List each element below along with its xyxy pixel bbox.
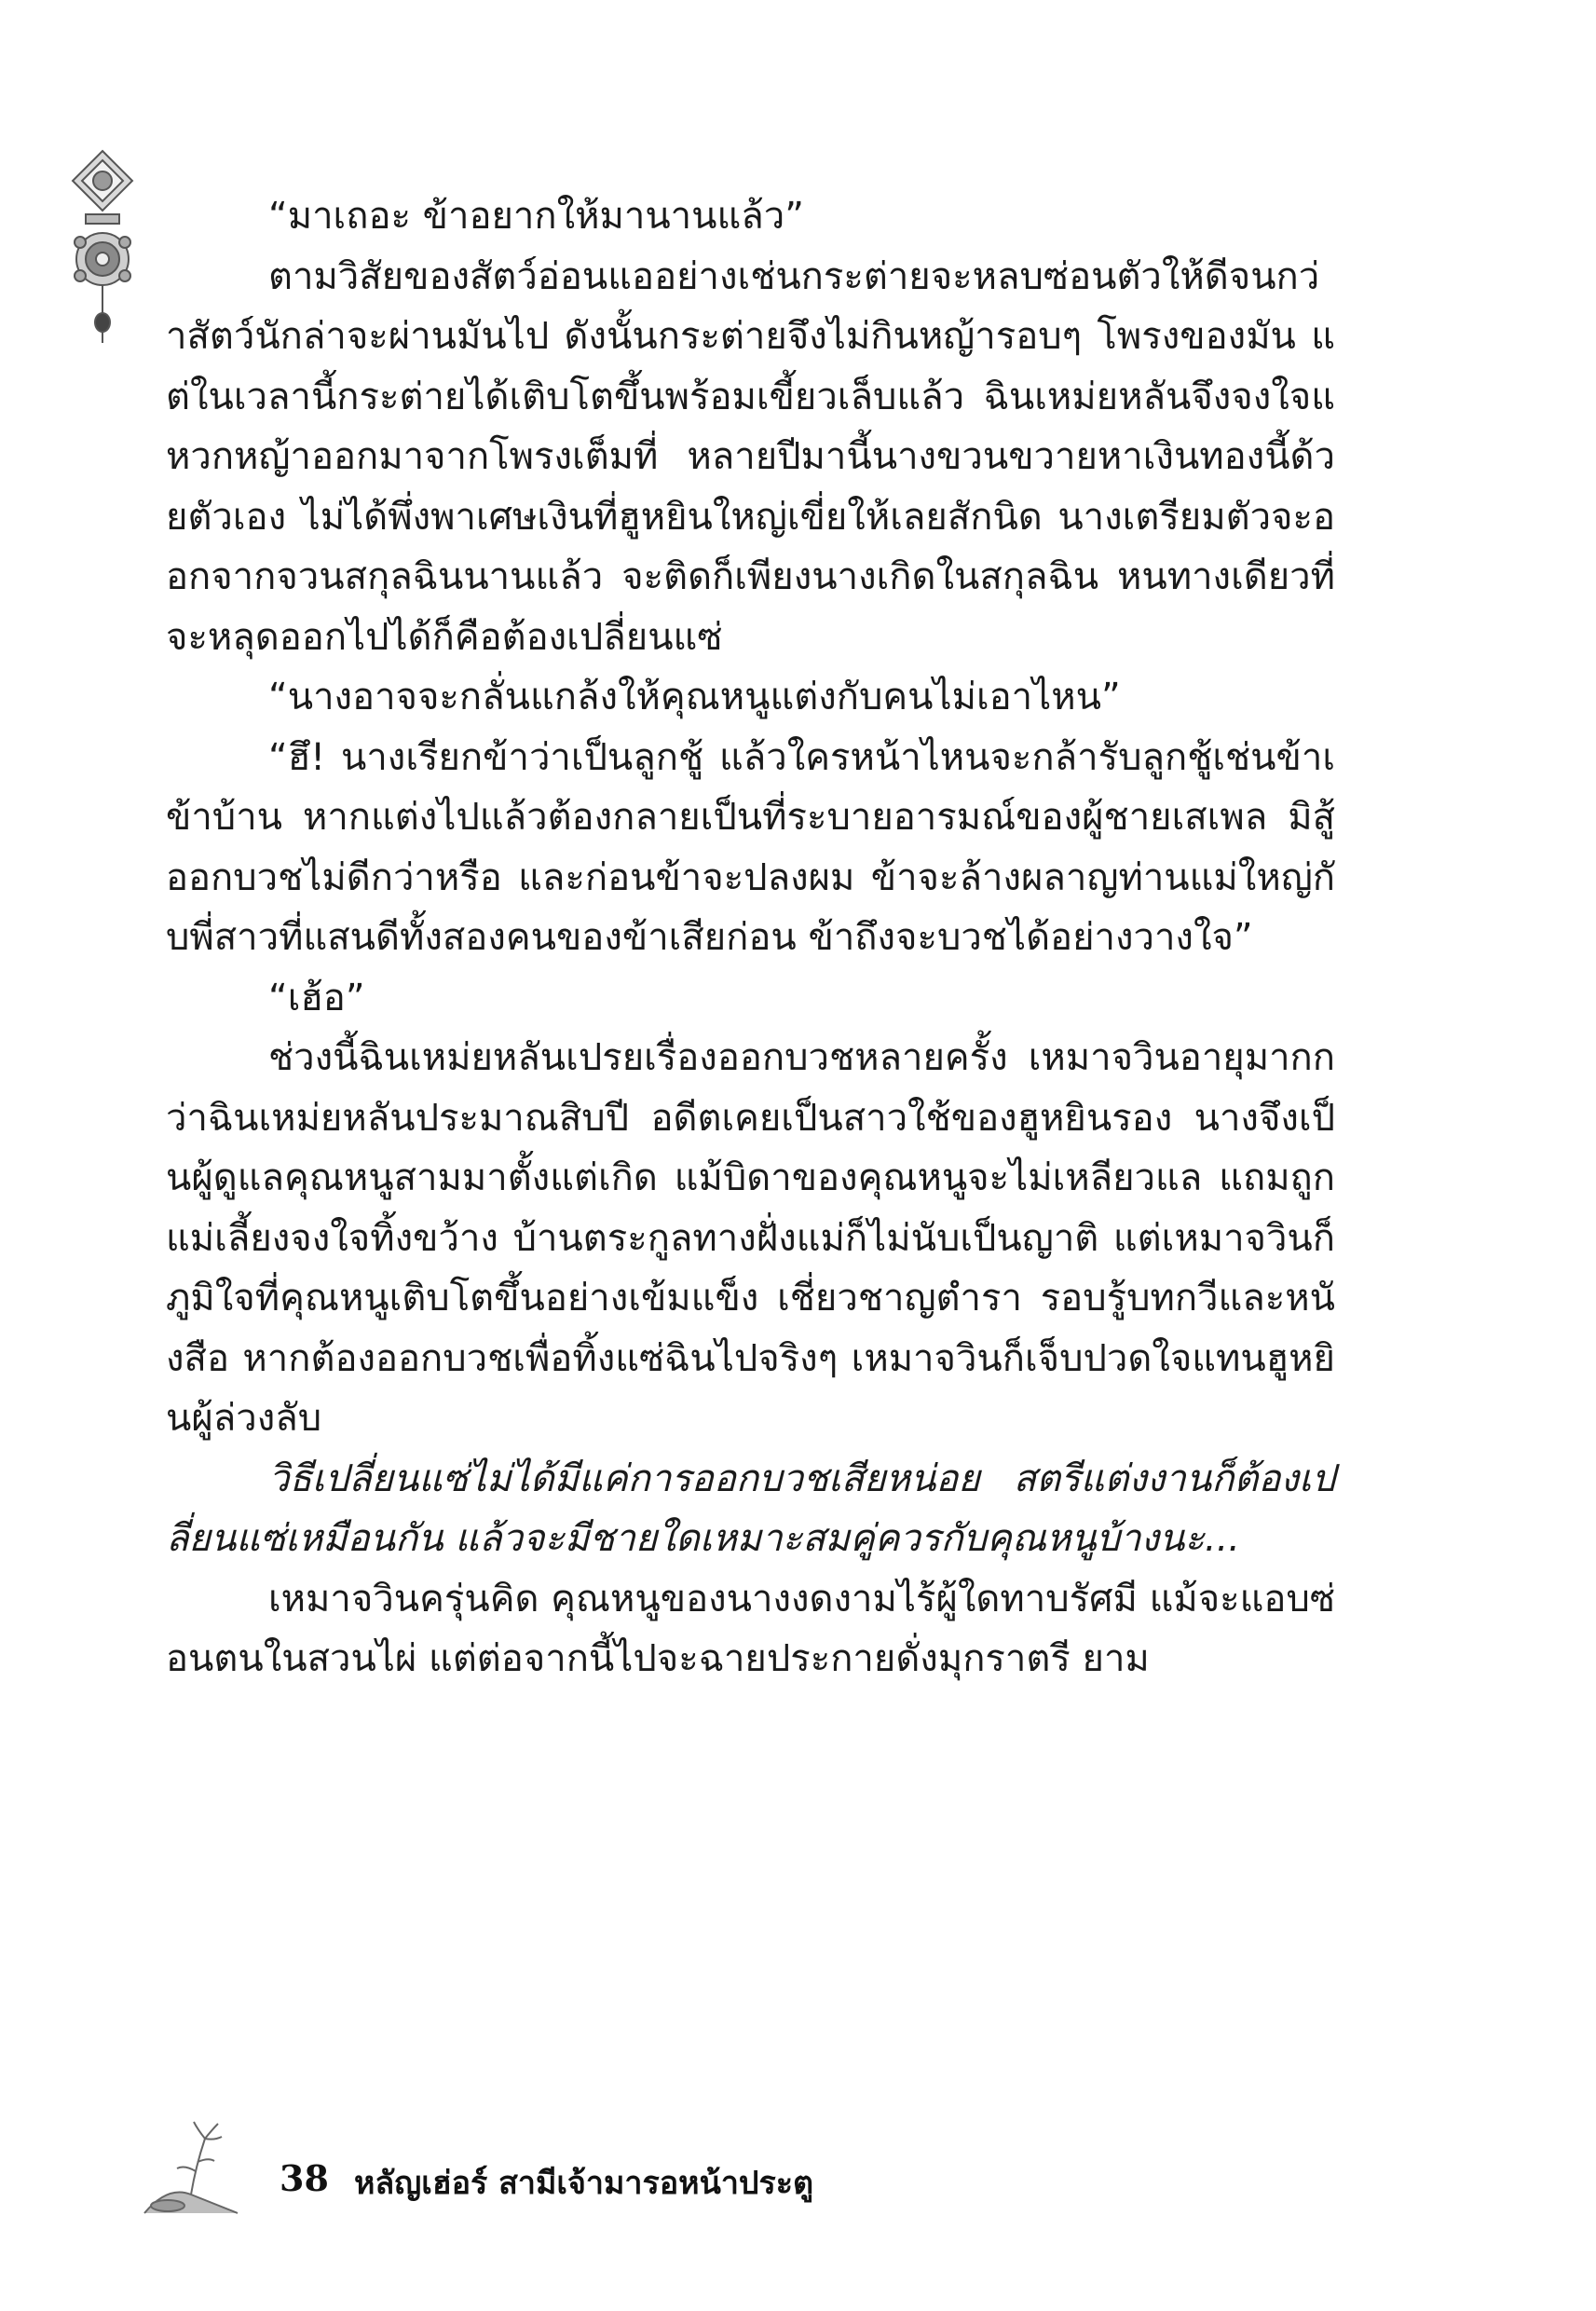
- page-number: 38: [280, 2157, 329, 2199]
- paragraph: “ฮึ! นางเรียกข้าว่าเป็นลูกชู้ แล้วใครหน้าไหนจะกล้ารับลูกชู้เช่นข้าเข้าบ้าน หากแต่งไปแล้วต้องกลายเป็นที่ระบายอารมณ์ของผู้ชายเสเพล มิสู้ออกบวชไม่ดีกว่าหรือ และก่อนข้าจะปลงผม ข้าจะล้างผลาญท่านแม่ใหญ่กับพี่สาวที่แสนดีทั้งสองคนของข้าเสียก่อน ข้าถึงจะบวชได้อย่างวางใจ”: [166, 735, 1335, 959]
- paragraph: “นางอาจจะกลั่นแกล้งให้คุณหนูแต่งกับคนไม่เอาไหน”: [268, 676, 1121, 718]
- book-title: หลัญเฮ่อร์ สามีเจ้ามารอหน้าประตู: [354, 2165, 814, 2202]
- flower-ornament-icon: [140, 2120, 242, 2222]
- body-text: [166, 186, 1335, 1689]
- page-footer: [140, 2120, 978, 2222]
- paragraph: “เฮ้อ”: [268, 976, 365, 1019]
- ornament-icon: [65, 149, 140, 345]
- paragraph-italic: วิธีเปลี่ยนแซ่ไม่ได้มีแค่การออกบวชเสียหน่อย สตรีแต่งงานก็ต้องเปลี่ยนแซ่เหมือนกัน แล้วจะมีชายใดเหมาะสมคู่ควรกับคุณหนูบ้างนะ...: [166, 1456, 1335, 1560]
- paragraph: ช่วงนี้ฉินเหม่ยหลันเปรยเรื่องออกบวชหลายครั้ง เหมาจวินอายุมากกว่าฉินเหม่ยหลันประมาณสิบปี อดีตเคยเป็นสาวใช้ของฮูหยินรอง นางจึงเป็นผู้ดูแลคุณหนูสามมาตั้งแต่เกิด แม้บิดาของคุณหนูจะไม่เหลียวแล แถมถูกแม่เลี้ยงจงใจทิ้งขว้าง บ้านตระกูลทางฝั่งแม่ก็ไม่นับเป็นญาติ แต่เหมาจวินก็ภูมิใจที่คุณหนูเติบโตขึ้นอย่างเข้มแข็ง เชี่ยวชาญตำรา รอบรู้บทกวีและหนังสือ หากต้องออกบวชเพื่อทิ้งแซ่ฉินไปจริงๆ เหมาจวินก็เจ็บปวดใจแทนฮูหยินผู้ล่วงลับ: [166, 1036, 1335, 1440]
- paragraph: “มาเถอะ ข้าอยากให้มานานแล้ว”: [268, 195, 804, 238]
- paragraph: เหมาจวินครุ่นคิด คุณหนูของนางงดงามไร้ผู้ใดทาบรัศมี แม้จะแอบซ่อนตนในสวนไผ่ แต่ต่อจากนี้ไปจะฉายประกายดั่งมุกราตรี ยาม: [166, 1577, 1335, 1680]
- paragraph: ตามวิสัยของสัตว์อ่อนแออย่างเช่นกระต่ายจะหลบซ่อนตัวให้ดีจนกว่าสัตว์นักล่าจะผ่านมันไป ดังนั้นกระต่ายจึงไม่กินหญ้ารอบๆ โพรงของมัน แต่ในเวลานี้กระต่ายได้เติบโตขึ้นพร้อมเขี้ยวเล็บแล้ว ฉินเหม่ยหลันจึงจงใจแหวกหญ้าออกมาจากโพรงเต็มที่ หลายปีมานี้นางขวนขวายหาเงินทองนี้ด้วยตัวเอง ไม่ได้พึ่งพาเศษเงินที่ฮูหยินใหญ่เขี่ยให้เลยสักนิด นางเตรียมตัวจะออกจากจวนสกุลฉินนานแล้ว จะติดก็เพียงนางเกิดในสกุลฉิน หนทางเดียวที่จะหลุดออกไปได้ก็คือต้องเปลี่ยนแซ่: [166, 254, 1335, 659]
